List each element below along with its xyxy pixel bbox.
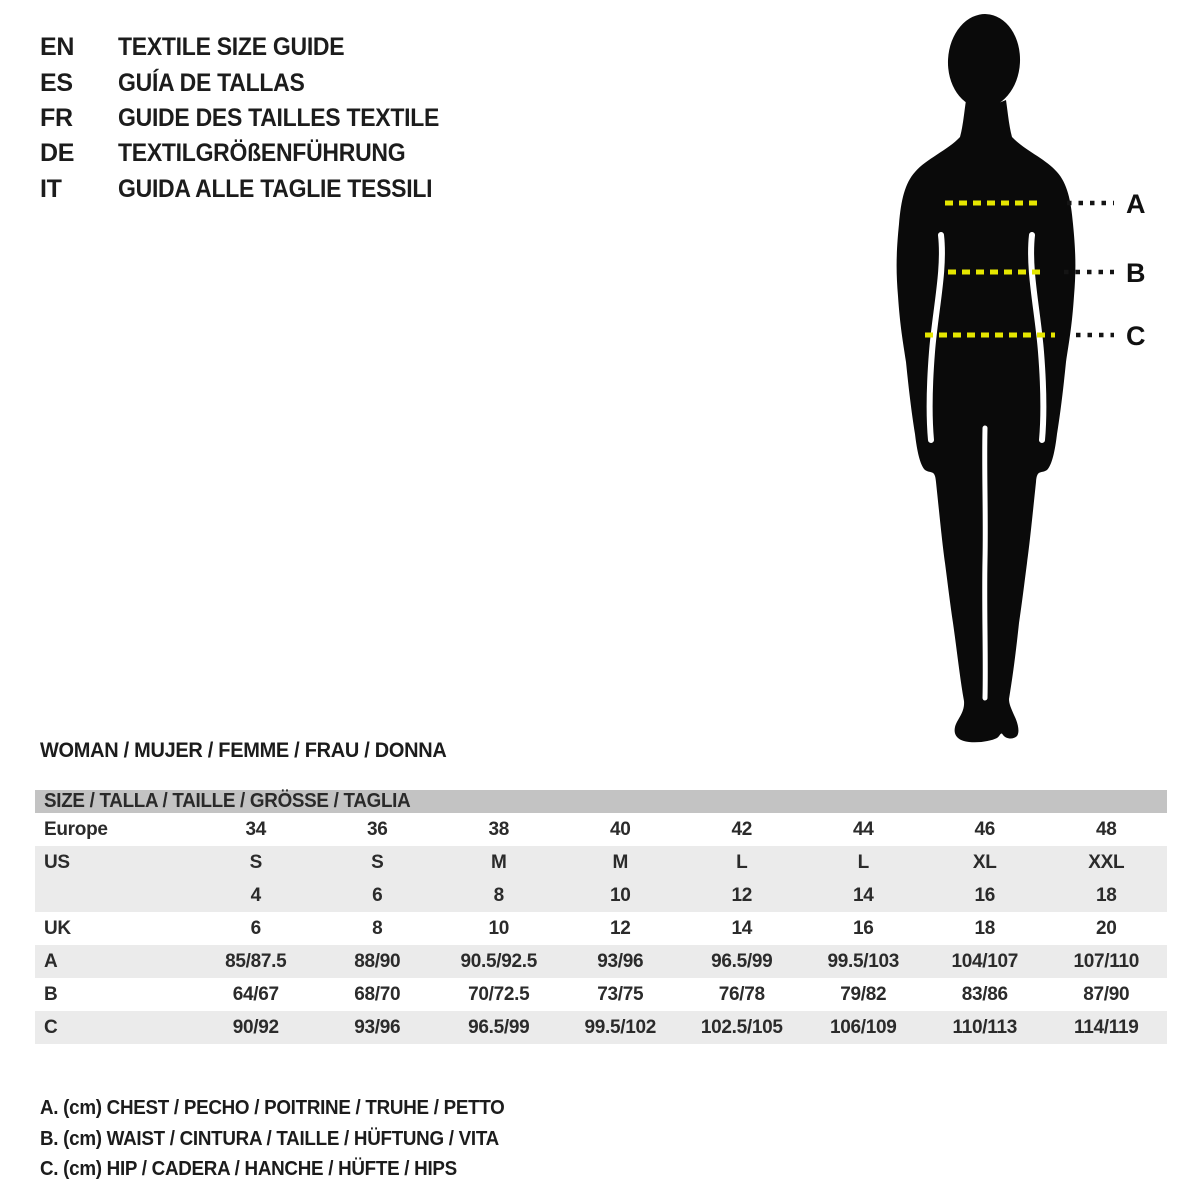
size-table: [35, 813, 1167, 1044]
size-cell: 10: [488, 917, 510, 939]
size-cell: 34: [245, 818, 267, 840]
size-cell: 8: [493, 884, 504, 906]
language-row: [40, 65, 467, 100]
size-cell: 8: [372, 917, 383, 939]
size-cell: 99.5/102: [584, 1016, 657, 1038]
size-cell: L: [736, 851, 748, 873]
language-title: GUIDA ALLE TAGLIE TESSILI: [118, 174, 433, 203]
table-row-us-numeric: [35, 879, 1167, 912]
size-cell: M: [612, 851, 629, 873]
language-code: ES: [40, 68, 73, 97]
language-code: FR: [40, 103, 73, 132]
row-label: UK: [44, 917, 71, 939]
table-row-uk: [35, 912, 1167, 945]
size-cell: 6: [250, 917, 261, 939]
size-cell: 40: [609, 818, 631, 840]
size-cell: 110/113: [952, 1016, 1017, 1038]
legend-line-hip: [40, 1155, 534, 1186]
legend-text: B. (cm) WAIST / CINTURA / TAILLE / HÜFTUNG / VITA: [40, 1127, 499, 1150]
table-row-chest: [35, 945, 1167, 978]
table-row-us-letter: [35, 846, 1167, 879]
size-cell: 102.5/105: [700, 1016, 783, 1038]
table-row-waist: [35, 978, 1167, 1011]
row-label: US: [44, 851, 70, 873]
silhouette-head: [946, 12, 1023, 110]
language-code: DE: [40, 139, 75, 168]
size-cell: 14: [852, 884, 874, 906]
size-cell: 12: [731, 884, 753, 906]
size-cell: 12: [609, 917, 631, 939]
language-code: EN: [40, 33, 75, 62]
row-label: A: [44, 950, 58, 972]
language-title: TEXTILGRÖßENFÜHRUNG: [118, 139, 406, 168]
size-cell: 96.5/99: [711, 950, 773, 972]
size-cell: 93/96: [597, 950, 644, 972]
row-label: Europe: [44, 818, 108, 840]
woman-silhouette-figure: [890, 10, 1200, 750]
size-cell: 90/92: [232, 1016, 279, 1038]
size-cell: 36: [366, 818, 388, 840]
size-cell: 90.5/92.5: [460, 950, 538, 972]
section-title-woman: WOMAN / MUJER / FEMME / FRAU / DONNA: [40, 739, 447, 762]
size-cell: 4: [250, 884, 261, 906]
legend-line-waist: [40, 1124, 534, 1155]
size-cell: 18: [1095, 884, 1117, 906]
language-row: [40, 136, 467, 171]
language-title: GUIDE DES TAILLES TEXTILE: [118, 103, 440, 132]
size-cell: 83/86: [961, 983, 1008, 1005]
size-table-header: [35, 790, 1167, 813]
size-cell: 6: [372, 884, 383, 906]
size-cell: 46: [974, 818, 996, 840]
size-cell: 85/87.5: [225, 950, 287, 972]
size-cell: 20: [1095, 917, 1117, 939]
table-row-europe: [35, 813, 1167, 846]
size-cell: 70/72.5: [468, 983, 530, 1005]
language-code: IT: [40, 174, 62, 203]
size-cell: 96.5/99: [468, 1016, 530, 1038]
size-cell: S: [249, 851, 262, 873]
measurement-legend: [40, 1093, 534, 1185]
language-title: GUÍA DE TALLAS: [118, 68, 305, 97]
size-cell: 38: [488, 818, 510, 840]
size-cell: 14: [731, 917, 753, 939]
size-cell: 87/90: [1083, 983, 1130, 1005]
size-cell: 88/90: [354, 950, 401, 972]
row-label: B: [44, 983, 58, 1005]
size-cell: L: [857, 851, 869, 873]
size-table-section: [35, 790, 1167, 1044]
size-cell: 106/109: [829, 1016, 897, 1038]
size-cell: 79/82: [840, 983, 887, 1005]
table-row-hip: [35, 1011, 1167, 1044]
size-cell: M: [490, 851, 507, 873]
row-label: C: [44, 1016, 58, 1038]
size-cell: 10: [609, 884, 631, 906]
size-cell: 64/67: [232, 983, 279, 1005]
size-cell: 48: [1095, 818, 1117, 840]
size-cell: 16: [852, 917, 874, 939]
size-table-header-label: SIZE / TALLA / TAILLE / GRÖSSE / TAGLIA: [44, 790, 411, 812]
language-row: [40, 172, 467, 207]
leg-gap: [985, 428, 986, 698]
legend-text: C. (cm) HIP / CADERA / HANCHE / HÜFTE / HIPS: [40, 1158, 457, 1181]
measure-label-hip: C: [1126, 321, 1146, 351]
language-title: TEXTILE SIZE GUIDE: [118, 33, 345, 62]
size-cell: 93/96: [354, 1016, 401, 1038]
size-cell: 42: [731, 818, 753, 840]
size-cell: XL: [972, 851, 997, 873]
size-cell: 44: [852, 818, 874, 840]
size-cell: 68/70: [354, 983, 401, 1005]
language-row: [40, 30, 467, 65]
size-cell: 99.5/103: [827, 950, 900, 972]
size-cell: 16: [974, 884, 996, 906]
row-label: [35, 879, 195, 912]
size-cell: 73/75: [597, 983, 644, 1005]
size-cell: 18: [974, 917, 996, 939]
legend-line-chest: [40, 1093, 534, 1124]
language-row: [40, 101, 467, 136]
measure-label-chest: A: [1126, 189, 1146, 219]
woman-silhouette: [890, 10, 1200, 750]
size-cell: XXL: [1088, 851, 1125, 873]
size-cell: 104/107: [951, 950, 1019, 972]
legend-text: A. (cm) CHEST / PECHO / POITRINE / TRUHE / PETTO: [40, 1096, 505, 1119]
size-cell: 107/110: [1073, 950, 1140, 972]
size-cell: 114/119: [1074, 1016, 1139, 1038]
measure-label-waist: B: [1126, 258, 1146, 288]
language-title-list: [40, 30, 467, 207]
size-cell: 76/78: [718, 983, 765, 1005]
size-cell: S: [371, 851, 384, 873]
